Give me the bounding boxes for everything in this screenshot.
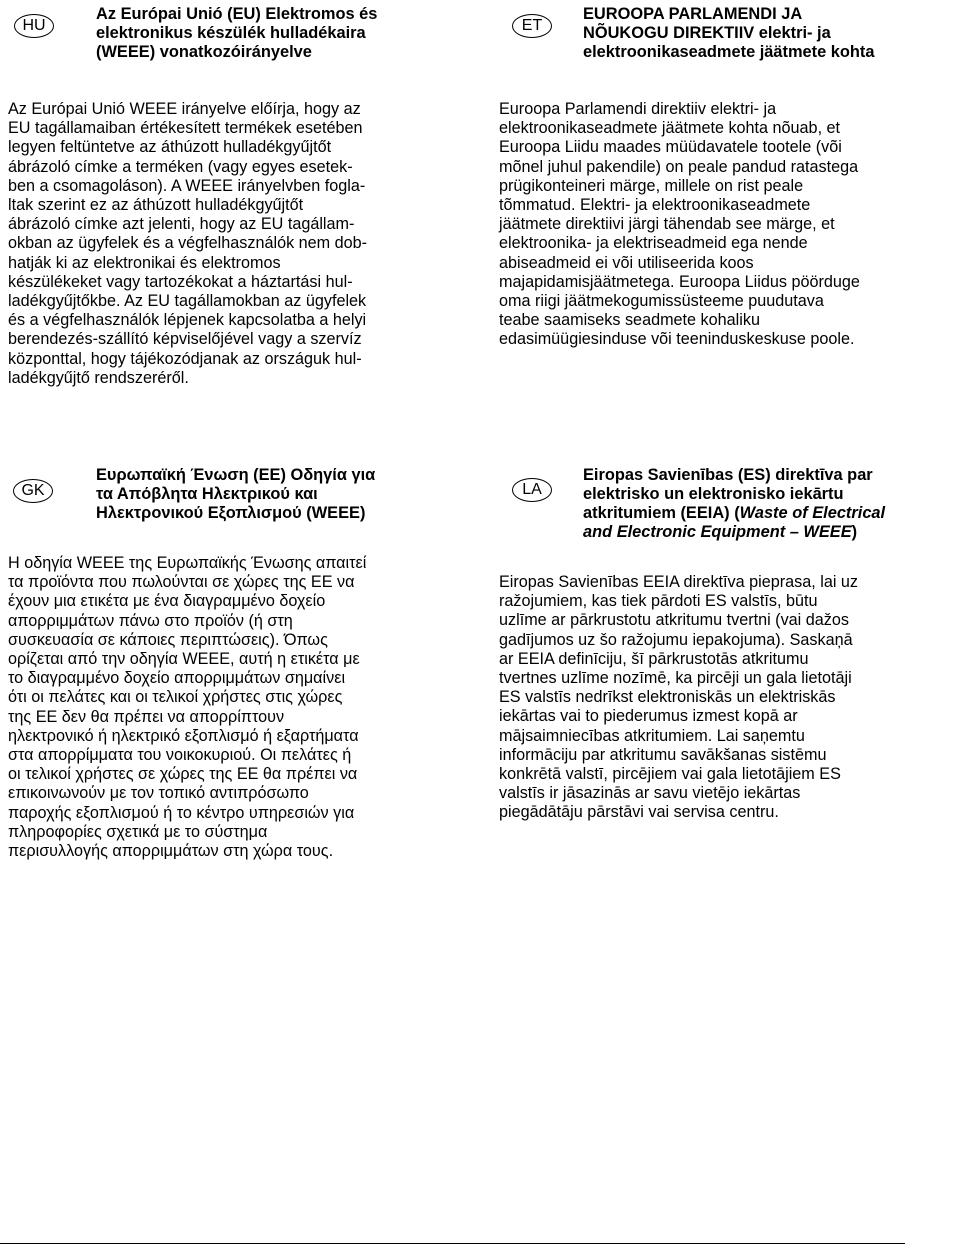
section-la-title-end: ) [851, 523, 858, 541]
section-gk-title: Ευρωπαϊκή Ένωση (ΕΕ) Οδηγία για τα Απόβλητα Ηλεκτρικού και Ηλεκτρονικού Εξοπλισμού (WEEE) [96, 466, 376, 522]
section-gk-body: Η οδηγία WEEE της Ευρωπαϊκής Ένωσης απαιτεί τα προϊόντα που πωλούνται σε χώρες της ΕΕ να έχουν μια ετικέτα με ένα διαγραμμένο δοχείο απορριμμάτων πάνω στο προϊόν (ή στη συσκευασία σε κάποιες περιπτώσεις). Όπως ορίζεται από την οδηγία WEEE, αυτή η ετικέτα με το διαγραμμένο δοχείο απορριμμάτων σημαίνει ότι οι πελάτες και οι τελικοί χρήστες στις χώρες της ΕΕ δεν θα πρέπει να απορρίπτουν ηλεκτρονικό ή ηλεκτρικό εξοπλισμό ή εξαρτήματα στα απορρίμματα του νοικοκυριού. Οι πελάτες ή οι τελικοί χρήστες σε χώρες της ΕΕ θα πρέπει να επικοινωνούν με τον τοπικό αντιπρόσωπο παροχής εξοπλισμού ή το κέντρο υπηρεσιών για πληροφορίες σχετικά με το σύστημα περισυλλογής απορριμμάτων στη χώρα τους. [8, 554, 367, 861]
section-hu-body: Az Európai Unió WEEE irányelve előírja, hogy az EU tagállamaiban értékesített termékek esetében legyen feltüntetve az áthúzott hulladékgyűjtőt ábrázoló címke a terméken (vagy egyes esetek- ben a csomagoláson). A WEEE irányelvben fogla- ltak szerint ez az áthúzott hulladékgyűjtőt ábrázoló címke azt jelenti, hogy az EU tagállam- okban az ügyfelek és a végfelhasználók nem dob- hatják ki az elektronikai és elektromos készülékeket vagy tartozékokat a háztartási hul- ladékgyűjtőkbe. Az EU tagállamokban az ügyfelek és a végfelhasználók lépjenek kapcsolatba a helyi berendezés-szállító képviselőjével vagy a szervíz központtal, hogy tájékozódjanak az országuk hul- ladékgyűjtő rendszeréről. [8, 100, 368, 387]
language-badge-hu: HU [14, 14, 54, 38]
language-badge-gk: GK [13, 479, 53, 503]
section-gk [8, 466, 478, 861]
section-et-header [499, 5, 964, 62]
footer-divider [0, 1243, 905, 1244]
section-hu [8, 5, 468, 388]
section-hu-title: Az Európai Unió (EU) Elektromos és elektronikus készülék hulladékaira (WEEE) vonatkozóirányelve [96, 5, 378, 61]
section-la-title [583, 466, 885, 542]
language-badge-et: ET [512, 14, 552, 38]
section-et [499, 5, 964, 350]
section-la-header [499, 466, 969, 542]
section-gk-header [8, 466, 478, 523]
section-la-title-italic: Waste of Electrical and Electronic Equipment – WEEE [583, 504, 886, 541]
section-la-title-text: Eiropas Savienības (ES) direktīva par elektrisko un elektronisko iekārtu atkritumiem (EEIA) ( [583, 466, 873, 522]
language-badge-la: LA [512, 478, 552, 502]
section-et-title: EUROOPA PARLAMENDI JA NÕUKOGU DIREKTIIV elektri- ja elektroonikaseadmete jäätmete kohta [583, 5, 875, 61]
section-la-body: Eiropas Savienības EEIA direktīva pieprasa, lai uz ražojumiem, kas tiek pārdoti ES valstīs, būtu uzlīme ar pārkrustotu atkritumu tvertni (vai dažos gadījumos uz šo ražojumu iepakojuma). Saskaņā ar EEIA definīciju, šī pārkrustotās atkritumu tvertnes uzlīme nozīmē, ka pircēji un gala lietotāji ES valstīs nedrīkst elektroniskās un elektriskās iekārtas vai to piederumus izmest kopā ar mājsaimniecības atkritumiem. Lai saņemtu informāciju par atkritumu savākšanas sistēmu konkrētā valstī, pircējiem vai gala lietotājiem ES valstīs ir jāsazinās ar savu vietējo iekārtas piegādātāju pārstāvi vai servisa centru. [499, 573, 859, 822]
section-hu-header [8, 5, 468, 62]
section-la [499, 466, 969, 823]
section-et-body: Euroopa Parlamendi direktiiv elektri- ja elektroonikaseadmete jäätmete kohta nõuab, et Euroopa Liidu maades müüdavatele tootele (või mõnel juhul pakendile) on peale pandud ratastega prügikonteineri märge, millele on rist peale tõmmatud. Elektri- ja elektroonikaseadmete jäätmete direktiivi järgi tähendab see märge, et elektroonika- ja elektriseadmeid ega nende abiseadmeid ei või utiliseerida koos majapidamisjäätmetega. Euroopa Liidus pöörduge oma riigi jäätmekogumissüsteeme puudutava teabe saamiseks seadmete kohaliku edasimüügiesinduse või teeninduskeskuse poole. [499, 100, 860, 349]
